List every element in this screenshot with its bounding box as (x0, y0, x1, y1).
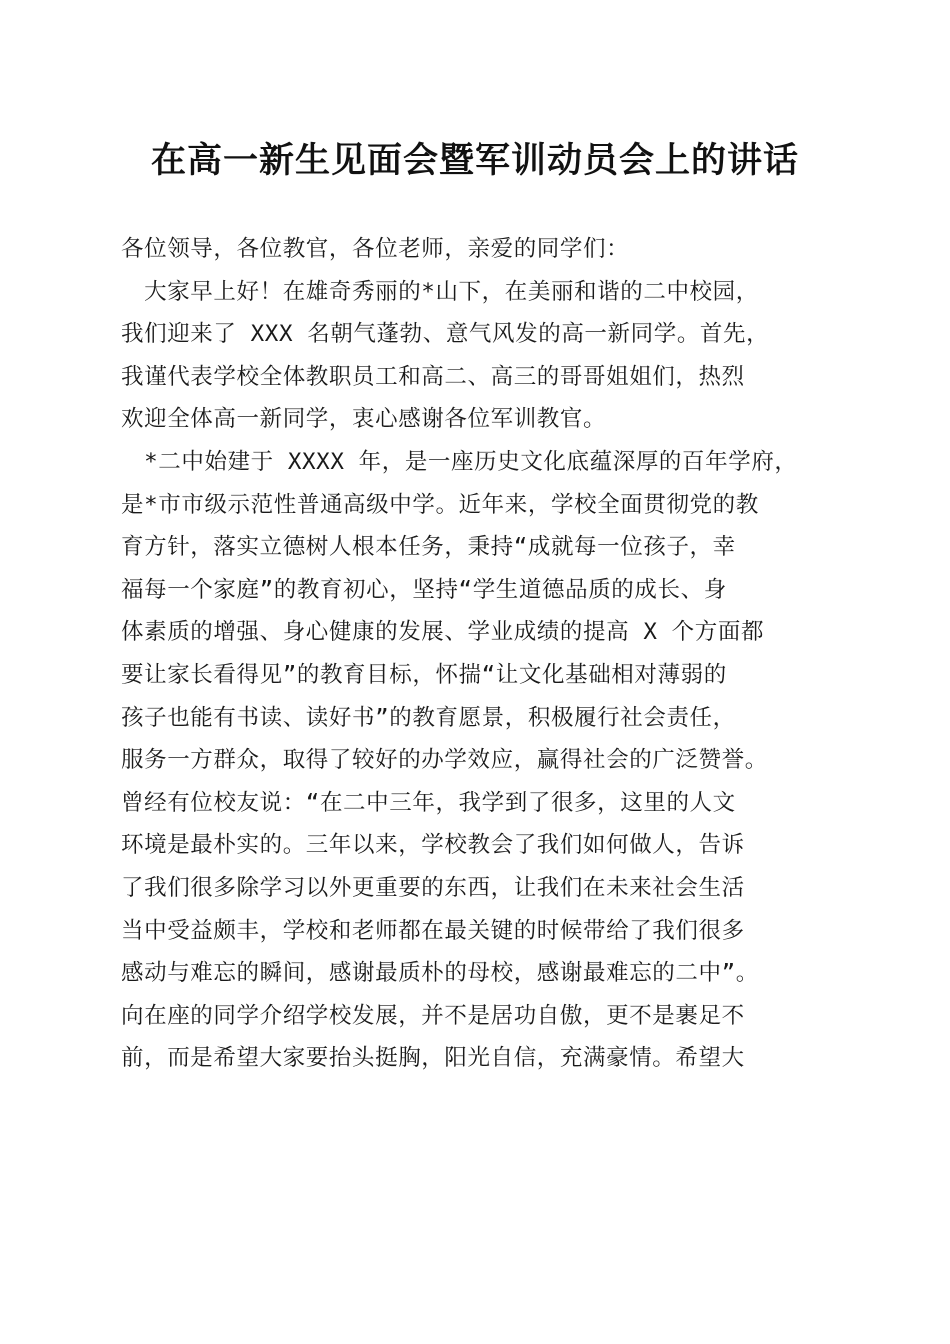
document-body (121, 228, 841, 1080)
text-line: 当中受益颇丰，学校和老师都在最关键的时候带给了我们很多 (121, 917, 745, 944)
text-line: *二中始建于 XXXX 年，是一座历史文化底蕴深厚的百年学府， (121, 448, 798, 475)
text-line: 环境是最朴实的。三年以来，学校教会了我们如何做人，告诉 (121, 832, 745, 859)
text-line: 孩子也能有书读、读好书”的教育愿景，积极履行社会责任， (121, 704, 736, 731)
text-line: 向在座的同学介绍学校发展，并不是居功自傲，更不是裹足不 (121, 1002, 745, 1029)
text-line: 体素质的增强、身心健康的发展、学业成绩的提高 X 个方面都 (121, 619, 765, 646)
text-line: 感动与难忘的瞬间，感谢最质朴的母校，感谢最难忘的二中”。 (121, 960, 759, 987)
text-line: 曾经有位校友说：“在二中三年，我学到了很多，这里的人文 (121, 789, 736, 816)
text-line: 大家早上好！在雄奇秀丽的*山下，在美丽和谐的二中校园， (121, 278, 759, 305)
text-line: 育方针，落实立德树人根本任务，秉持“成就每一位孩子，幸 (121, 534, 736, 561)
text-line: 欢迎全体高一新同学，衷心感谢各位军训教官。 (121, 406, 607, 433)
document-title: 在高一新生见面会暨军训动员会上的讲话 (150, 140, 799, 181)
text-line: 是*市市级示范性普通高级中学。近年来，学校全面贯彻党的教 (121, 491, 759, 518)
text-line: 我谨代表学校全体教职员工和高二、高三的哥哥姐姐们，热烈 (121, 363, 745, 390)
text-line: 要让家长看得见”的教育目标，怀揣“让文化基础相对薄弱的 (121, 661, 727, 688)
text-line: 福每一个家庭”的教育初心，坚持“学生道德品质的成长、身 (121, 576, 727, 603)
text-line: 我们迎来了 XXX 名朝气蓬勃、意气风发的高一新同学。首先， (121, 321, 770, 348)
text-line: 服务一方群众，取得了较好的办学效应，赢得社会的广泛赞誉。 (121, 747, 768, 774)
text-line: 了我们很多除学习以外更重要的东西，让我们在未来社会生活 (121, 874, 745, 901)
text-line: 各位领导，各位教官，各位老师，亲爱的同学们： (121, 236, 630, 262)
text-line: 前，而是希望大家要抬头挺胸，阳光自信，充满豪情。希望大 (121, 1045, 745, 1072)
